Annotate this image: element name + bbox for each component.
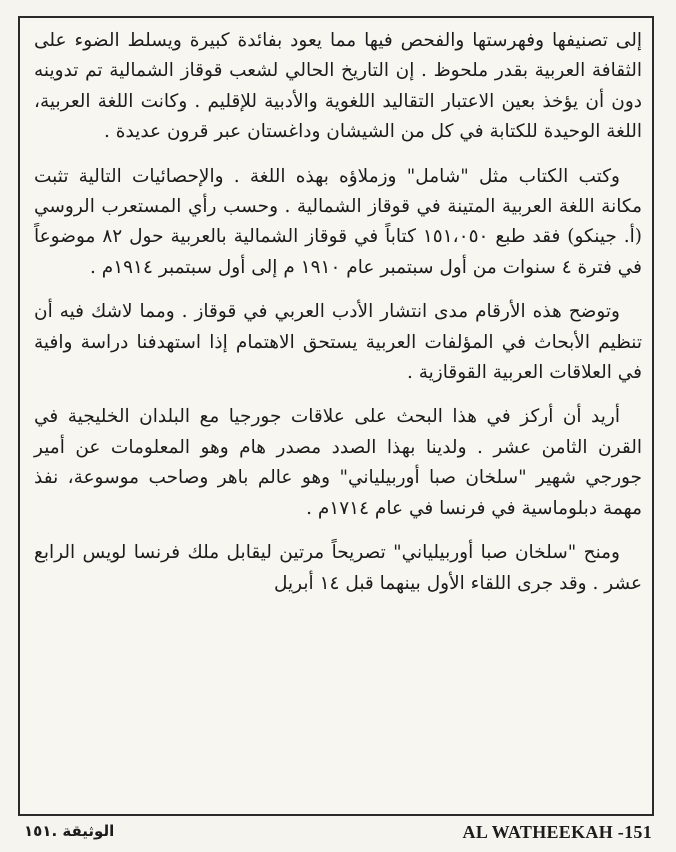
paragraph-5: ومنح "سلخان صبا أوربيلياني" تصريحاً مرتين ليقابل ملك فرنسا لويس الرابع عشر . وقد جرى اللقاء الأول بينهما قبل ١٤ أبريل [34, 542, 642, 594]
paragraph-1: إلى تصنيفها وفهرستها والفحص فيها مما يعود بفائدة كبيرة ويسلط الضوء على الثقافة العربية بقدر ملحوظ . إن التاريخ الحالي لشعب قوقاز الشمالية تم تدوينه دون أن يؤخذ بعين الاعتبار التقاليد اللغوية والأدبية للإقليم . وكانت اللغة العربية، اللغة الوحيدة للكتابة في كل من الشيشان وداغستان عبر قرون عديدة . [34, 30, 642, 143]
paragraph-4: أريد أن أركز في هذا البحث على علاقات جورجيا مع البلدان الخليجية في القرن الثامن عشر . ولدينا بهذا الصدد مصدر هام وهو المعلومات عن أمير جورجي شهير "سلخان صبا أوربيلياني" وهو عالم باهر وصاحب موسوعة، نفذ مهمة دبلوماسية في فرنسا في عام ١٧١٤م . [34, 406, 642, 519]
paragraph-2: وكتب الكتاب مثل "شامل" وزملاؤه بهذه اللغة . والإحصائيات التالية تثبت مكانة اللغة العربية المتينة في قوقاز الشمالية . وحسب رأي المستعرب الروسي (أ. جينكو) فقد طبع ١٥١،٠٥٠ كتاباً في قوقاز الشمالية بالعربية حول ٨٢ موضوعاً في فترة ٤ سنوات من أول سبتمبر عام ١٩١٠ م إلى أول سبتمبر ١٩١٤م . [34, 165, 642, 278]
footer-english-page-label: AL WATHEEKAH -151 [462, 822, 652, 842]
footer-arabic-page-label: الوثيقة .١٥١ [24, 822, 115, 840]
paragraph-3: وتوضح هذه الأرقام مدى انتشار الأدب العربي في قوقاز . ومما لاشك فيه أن تنظيم الأبحاث في المؤلفات العربية يستحق الاهتمام إذا استهدفنا دراسة وافية في العلاقات العربية القوقازية . [34, 301, 642, 384]
page-footer [18, 820, 654, 848]
article-body [34, 26, 642, 613]
